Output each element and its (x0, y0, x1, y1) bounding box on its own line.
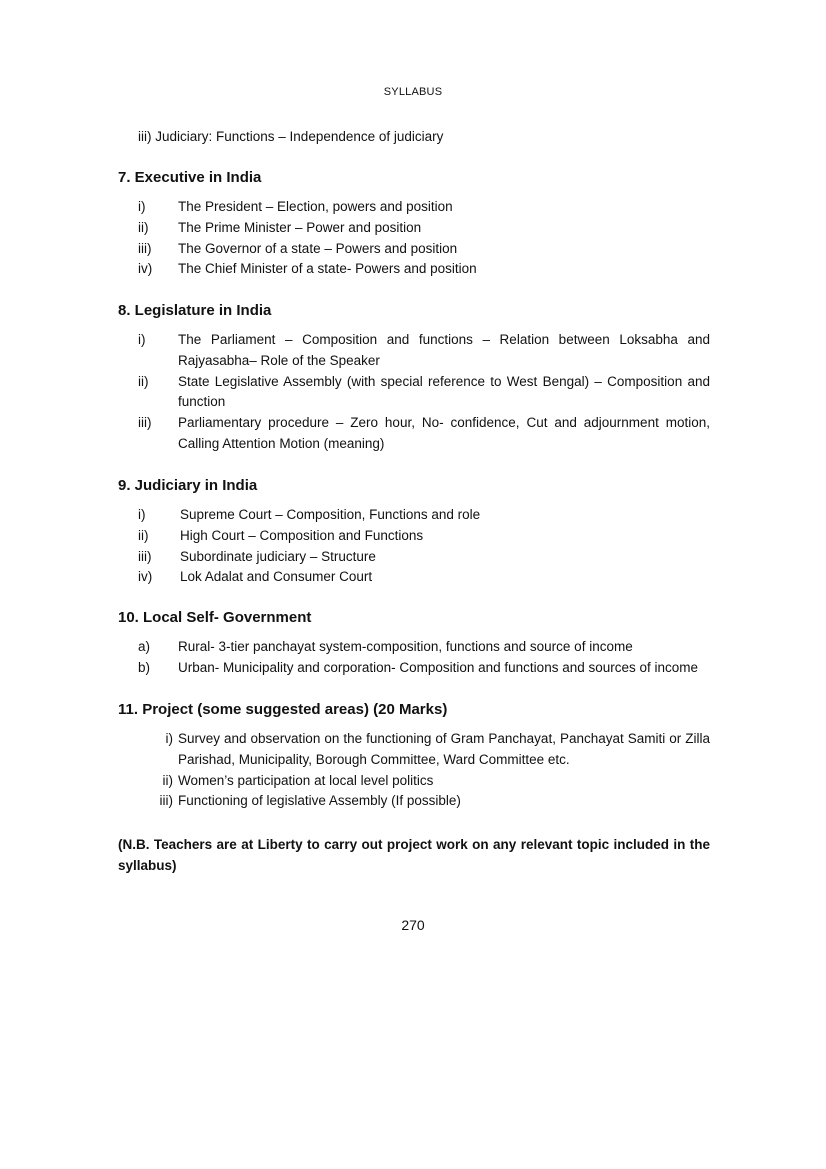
section-heading: 9. Judiciary in India (118, 477, 258, 494)
section-local-self-government (118, 609, 710, 679)
list-marker-wrap (118, 791, 177, 812)
item-list (118, 505, 710, 588)
list-item (118, 547, 710, 568)
list-marker: ii) (162, 772, 173, 788)
list-item (118, 372, 710, 414)
section-heading: 8. Legislature in India (118, 302, 272, 319)
item-list (118, 637, 710, 679)
list-item (118, 218, 710, 239)
list-marker: ii) (138, 373, 149, 389)
list-marker: iv) (138, 261, 153, 277)
section-executive (118, 169, 710, 280)
list-text: Urban- Municipality and corporation- Composition and functions and sources of income (178, 659, 699, 675)
list-item (118, 658, 710, 679)
list-marker: ii) (138, 527, 149, 543)
list-marker: iii) (138, 240, 152, 256)
list-text: High Court – Composition and Functions (180, 527, 424, 543)
section-project (118, 701, 710, 812)
list-text: Women’s participation at local level politics (178, 772, 434, 788)
list-text: Subordinate judiciary – Structure (180, 548, 376, 564)
list-item (118, 505, 710, 526)
list-text: Functioning of legislative Assembly (If possible) (178, 793, 461, 809)
list-item (118, 791, 710, 812)
list-marker: a) (138, 639, 151, 654)
list-text: Lok Adalat and Consumer Court (180, 569, 373, 585)
list-marker: iii) (138, 548, 152, 564)
list-marker-wrap (118, 771, 177, 792)
section-legislature (118, 302, 710, 455)
section-heading: 10. Local Self- Government (118, 609, 312, 626)
list-marker: iv) (138, 569, 153, 585)
list-item (118, 197, 710, 218)
list-item (118, 567, 710, 588)
list-text: The Governor of a state – Powers and position (178, 240, 458, 256)
list-marker: b) (138, 659, 151, 675)
intro-line: iii) Judiciary: Functions – Independence of judiciary (138, 129, 444, 144)
page-number: 270 (401, 917, 425, 933)
list-item (118, 239, 710, 260)
item-list (118, 197, 710, 280)
list-item (118, 413, 710, 455)
list-marker: i) (138, 507, 146, 522)
list-text: The Parliament – Composition and functions – Relation between Loksabha and Rajyasabha– Role of the Speaker (178, 332, 710, 368)
list-marker: iii) (159, 793, 173, 809)
list-text: State Legislative Assembly (with special reference to West Bengal) – Composition and function (178, 373, 710, 410)
list-text: The President – Election, powers and position (178, 199, 453, 214)
list-item (118, 330, 710, 372)
list-text: Parliamentary procedure – Zero hour, No- confidence, Cut and adjournment motion, Calling Attention Motion (meaning) (178, 415, 710, 451)
list-item (118, 259, 710, 280)
list-marker: i) (138, 199, 146, 214)
list-item (118, 771, 710, 792)
list-item (118, 637, 710, 658)
section-heading: 11. Project (some suggested areas) (20 Marks) (118, 701, 448, 718)
list-item (118, 729, 710, 771)
list-marker-wrap (118, 729, 177, 771)
list-marker: i) (165, 731, 173, 746)
list-item (118, 526, 710, 547)
list-marker: iii) (138, 415, 152, 431)
page-header: SYLLABUS (383, 86, 443, 98)
item-list (118, 729, 710, 812)
nb-note: (N.B. Teachers are at Liberty to carry out project work on any relevant topic included in the syllabus) (118, 837, 710, 873)
list-text: Supreme Court – Composition, Functions and role (180, 507, 481, 522)
item-list (118, 330, 710, 455)
section-heading: 7. Executive in India (118, 169, 262, 186)
list-text: The Prime Minister – Power and position (178, 219, 422, 235)
list-text: Rural- 3-tier panchayat system-composition, functions and source of income (178, 639, 633, 654)
section-judiciary (118, 477, 710, 588)
list-marker: ii) (138, 219, 149, 235)
list-text: The Chief Minister of a state- Powers and position (178, 261, 477, 277)
list-text: Survey and observation on the functioning of Gram Panchayat, Panchayat Samiti or Zilla Parishad, Municipality, Borough Committee, Ward Committee etc. (178, 731, 710, 767)
list-marker: i) (138, 332, 146, 347)
